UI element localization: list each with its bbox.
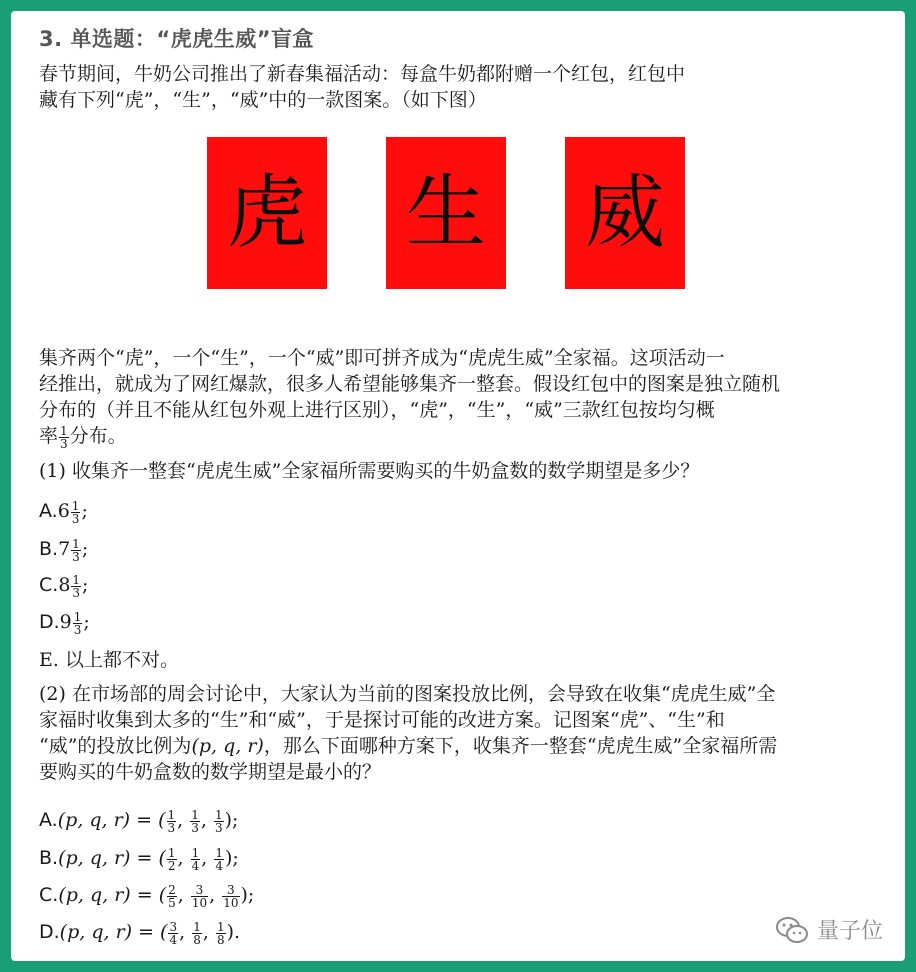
description-line: 分布。 [69,425,127,447]
question-card [11,11,905,961]
q1-option[interactable] [39,498,88,525]
fraction: $\frac{2}{5}$ [168,882,176,910]
fraction: $\frac{1}{4}$ [191,845,200,873]
comma: , [179,921,192,943]
fraction: $\frac{1}{3}$ [71,498,80,526]
option-end: ); [224,809,239,831]
q2-option[interactable] [39,919,240,946]
fraction: $\frac{1}{4}$ [215,845,223,873]
fraction: $\frac{1}{3}$ [167,807,176,835]
q2-math: (p, q, r) [191,735,264,757]
q1-question: (1) 收集齐一整套“虎虎生威”全家福所需要购买的牛奶盒数的数学期望是多少？ [39,460,700,482]
option-letter: D. [39,611,60,633]
fraction: $\frac{1}{3}$ [72,536,80,564]
q2-line: 家福时收集到太多的“生”和“威”，于是探讨可能的改进方案。记图案“虎”、“生”和 [39,709,725,731]
description-paragraph [39,345,869,450]
watermark-text: 量子位 [816,919,883,944]
q2-line: (2) 在市场部的周会讨论中，大家认为当前的图案投放比例，会导致在收集“虎虎生威”全 [39,683,776,705]
option-end: ); [225,847,239,869]
fraction: $\frac{1}{8}$ [216,919,225,947]
red-envelope-row [11,137,905,289]
q2-line: “威”的投放比例为 [39,735,192,757]
comma: , [177,809,190,831]
description-line: 率 [39,425,59,447]
q2-paragraph [39,681,879,785]
option-letter: D. [39,921,60,943]
option-value: 9 [59,611,72,633]
description-line: 集齐两个“虎”，一个“生”，一个“威”即可拼齐成为“虎虎生威”全家福。这项活动一 [39,347,725,369]
fraction: $\frac{1}{3}$ [191,807,199,835]
fraction-one-third: $\frac{1}{3}$ [60,423,68,451]
fraction: $\frac{3}{10}$ [191,882,208,910]
option-end: ; [81,500,88,522]
comma: , [177,847,190,869]
option-letter: C. [39,574,59,596]
comma: , [177,884,190,906]
intro-line: 藏有下列“虎”，“生”，“威”中的一款图案。（如下图） [39,89,487,111]
card-char: 虎 [227,166,307,259]
option-math: (p, q, r) = ( [59,921,168,943]
option-letter: A. [39,500,58,522]
description-line: 分布的（并且不能从红包外观上进行区别），“虎”，“生”，“威”三款红包按均匀概 [39,399,715,421]
card-char: 生 [406,166,486,259]
option-math: (p, q, r) = ( [58,847,166,869]
fraction: $\frac{1}{3}$ [214,807,223,835]
option-end: ); [240,884,255,906]
option-end: ; [83,611,90,633]
option-value: 7 [58,538,71,560]
fraction: $\frac{1}{3}$ [72,572,81,600]
option-letter: B. [39,538,59,560]
watermark [775,914,883,945]
wechat-icon [775,915,809,945]
option-end: ; [81,538,89,560]
comma: , [200,809,213,831]
option-letter: C. [39,884,59,906]
fraction: $\frac{1}{2}$ [167,845,176,873]
red-card-wei [565,137,685,289]
q2-option[interactable] [39,807,238,834]
intro-line: 春节期间，牛奶公司推出了新春集福活动：每盒牛奶都附赠一个红包，红包中 [39,63,686,85]
option-end: ). [226,921,241,943]
fraction: $\frac{3}{10}$ [223,882,239,910]
description-line: 经推出，就成为了网红爆款，很多人希望能够集齐一整套。假设红包中的图案是独立随机 [39,373,781,395]
q2-line: ，那么下面哪种方案下，收集齐一整套“虎虎生威”全家福所需 [263,735,778,757]
red-card-sheng [386,137,506,289]
fraction: $\frac{3}{4}$ [169,919,178,947]
option-value: 6 [57,500,70,522]
q1-option[interactable] [39,572,88,599]
option-math: (p, q, r) = ( [58,884,167,906]
q1-option[interactable] [39,609,90,636]
q1-option-e: E. 以上都不对。 [39,649,179,671]
comma: , [202,921,215,943]
q2-line: 要购买的牛奶盒数的数学期望是最小的？ [39,761,382,783]
option-letter: B. [39,847,59,869]
option-math: (p, q, r) = ( [57,809,166,831]
fraction: $\frac{1}{8}$ [193,919,201,947]
comma: , [209,884,222,906]
fraction: $\frac{1}{3}$ [73,609,82,637]
comma: , [201,847,214,869]
q2-option[interactable] [39,882,254,909]
option-value: 8 [58,574,71,596]
q2-option[interactable] [39,845,239,872]
red-card-hu [207,137,327,289]
intro-paragraph [39,61,839,113]
option-end: ; [82,574,89,596]
card-char: 威 [585,166,665,259]
option-letter: A. [39,809,58,831]
q1-option[interactable] [39,536,88,563]
question-title: 3. 单选题：“虎虎生威”盲盒 [39,27,315,51]
